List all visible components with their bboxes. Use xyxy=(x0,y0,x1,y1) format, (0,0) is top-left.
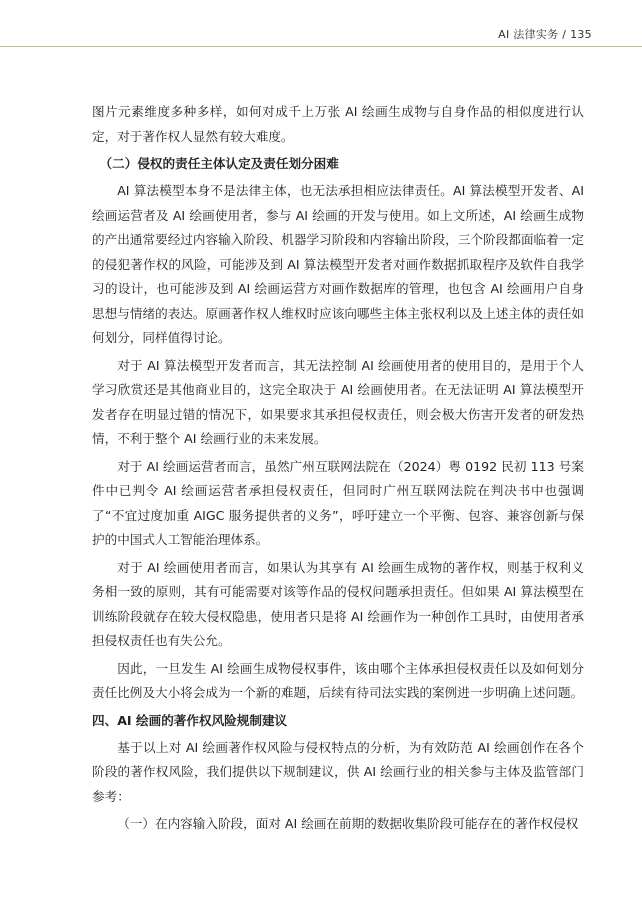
chapter-heading: 四、AI 绘画的著作权风险规制建议 xyxy=(92,712,288,728)
paragraph: 因此，一旦发生 AI 绘画生成物侵权事件，该由哪个主体承担侵权责任以及如何划分责任比例及大小将会成为一个新的难题，后续有待司法实践的案例进一步明确上述问题。 xyxy=(92,660,584,700)
paragraph: 对于 AI 绘画运营者而言，虽然广州互联网法院在（2024）粤 0192 民初 113 号案件中已判令 AI 绘画运营者承担侵权责任，但同时广州互联网法院在判决书中也强调了“不宜过度加重 AIGC 服务提供者的义务”，呼吁建立一个平衡、包容、兼容创新与保护的中国式人工智能治理体系。 xyxy=(92,458,584,547)
page-body xyxy=(92,100,584,840)
header-divider xyxy=(0,46,642,47)
running-header: AI 法律实务 / 135 xyxy=(498,28,592,41)
paragraph: 对于 AI 绘画使用者而言，如果认为其享有 AI 绘画生成物的著作权，则基于权利义务相一致的原则，其有可能需要对该等作品的侵权问题承担责任。但如果 AI 算法模型在训练阶段就存在较大侵权隐患，使用者只是将 AI 绘画作为一种创作工具时，由使用者承担侵权责任也有失公允。 xyxy=(92,559,584,648)
paragraph: 对于 AI 算法模型开发者而言，其无法控制 AI 绘画使用者的使用目的，是用于个人学习欣赏还是其他商业目的，这完全取决于 AI 绘画使用者。在无法证明 AI 算法模型开发者存在明显过错的情况下，如果要求其承担侵权责任，则会极大伤害开发者的研发热情，不利于整个 AI 绘画行业的未来发展。 xyxy=(92,357,584,446)
paragraph: 基于以上对 AI 绘画著作权风险与侵权特点的分析，为有效防范 AI 绘画创作在各个阶段的著作权风险，我们提供以下规制建议，供 AI 绘画行业的相关参与主体及监管部门参考： xyxy=(92,739,584,804)
paragraph: （一）在内容输入阶段，面对 AI 绘画在前期的数据收集阶段可能存在的著作权侵权 xyxy=(117,816,579,831)
paragraph: 图片元素维度多种多样，如何对成千上万张 AI 绘画生成物与自身作品的相似度进行认定，对于著作权人显然有较大难度。 xyxy=(92,104,584,144)
section-heading: （二）侵权的责任主体认定及责任划分困难 xyxy=(99,156,339,171)
paragraph: AI 算法模型本身不是法律主体，也无法承担相应法律责任。AI 算法模型开发者、AI 绘画运营者及 AI 绘画使用者，参与 AI 绘画的开发与使用。如上文所述，AI 绘画生成物的产出通常要经过内容输入阶段、机器学习阶段和内容输出阶段，三个阶段都面临着一定的侵犯著作权的风险，可能涉及到 AI 算法模型开发者对画作数据抓取程序及软件自我学习的设计，也可能涉及到 AI 绘画运营方对画作数据库的管理，也包含 AI 绘画用户自身思想与情绪的表达。原画著作权人维权时应该向哪些主体主张权利以及上述主体的责任如何划分，同样值得讨论。 xyxy=(92,183,584,345)
